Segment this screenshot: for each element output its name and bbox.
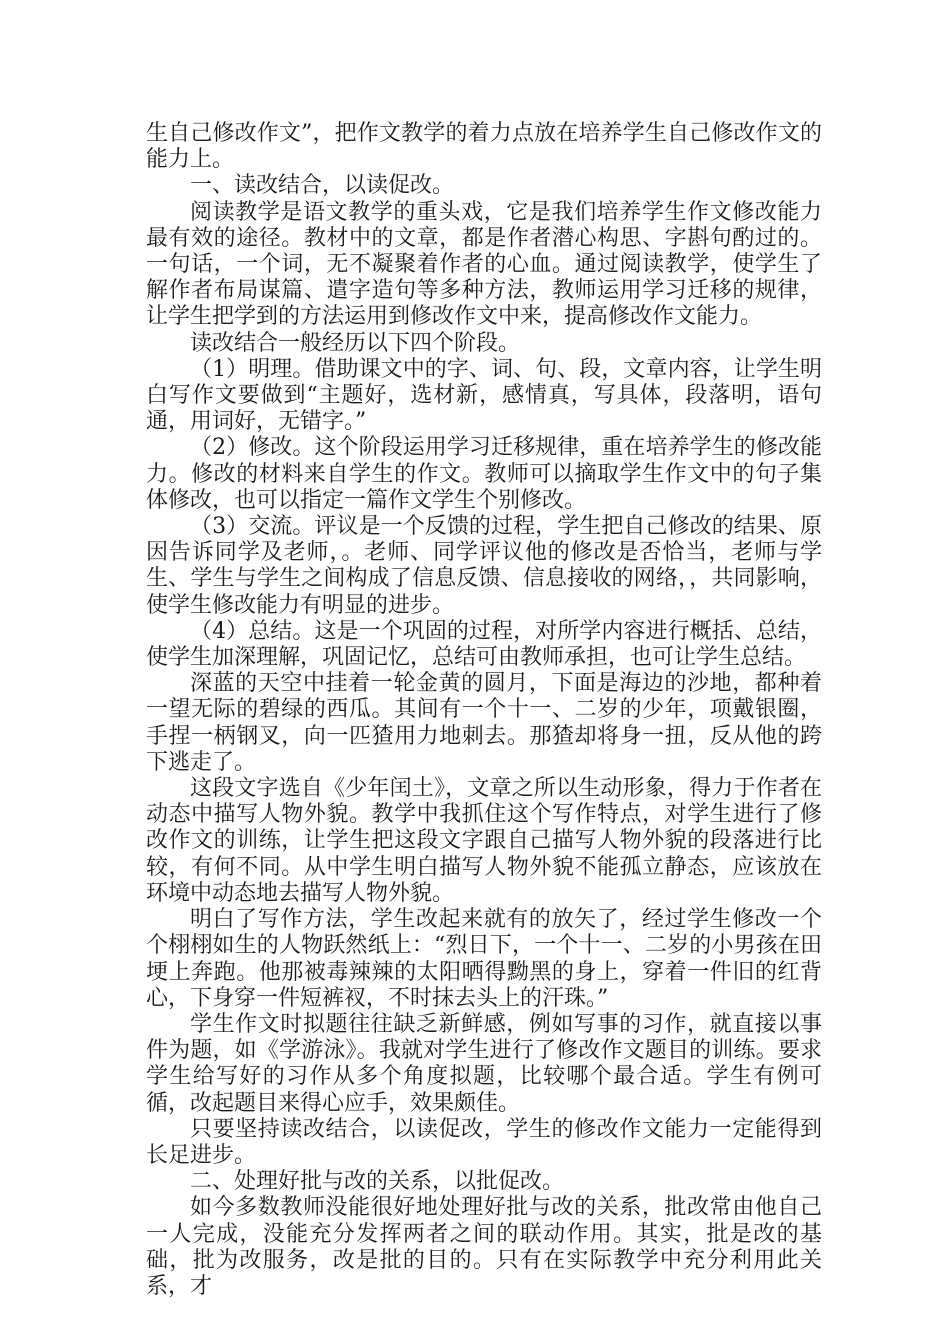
paragraph: 如今多数教师没能很好地处理好批与改的关系，批改常由他自己一人完成，没能充分发挥两者之间的联动作用。其实，批是改的基础，批为改服务，改是批的目的。只有在实际教学中充分利用此关系，才 — [146, 1195, 822, 1299]
paragraph: 明白了写作方法，学生改起来就有的放矢了，经过学生修改一个个栩栩如生的人物跃然纸上：“烈日下，一个十一、二岁的小男孩在田埂上奔跑。他那被毒辣辣的太阳晒得黝黑的身上，穿着一件旧的红背心，下身穿一件短裤衩，不时抹去头上的汗珠。” — [146, 907, 822, 1011]
paragraph: 读改结合一般经历以下四个阶段。 — [190, 330, 521, 356]
paragraph: 这段文字选自《少年闰土》，文章之所以生动形象，得力于作者在动态中描写人物外貌。教学中我抓住这个写作特点，对学生进行了修改作文的训练，让学生把这段文字跟自己描写人物外貌的段落进行比较，有何不同。从中学生明白描写人物外貌不能孤立静态，应该放在环境中动态地去描写人物外貌。 — [146, 776, 822, 906]
paragraph-stage-2: （2）修改。这个阶段运用学习迁移规律，重在培养学生的修改能力。修改的材料来自学生的作文。教师可以摘取学生作文中的句子集体修改，也可以指定一篇作文学生个别修改。 — [146, 435, 822, 513]
paragraph: 学生作文时拟题往往缺乏新鲜感，例如写事的习作，就直接以事件为题，如《学游泳》。我就对学生进行了修改作文题目的训练。要求学生给写好的习作从多个角度拟题，比较哪个最合适。学生有例可循，改起题目来得心应手，效果颇佳。 — [146, 1011, 822, 1116]
document-page — [146, 121, 822, 1300]
paragraph-stage-3: （3）交流。评议是一个反馈的过程，学生把自己修改的结果、原因告诉同学及老师，。老师、同学评议他的修改是否恰当，老师与学生、学生与学生之间构成了信息反馈、信息接收的网络，，共同影响，使学生修改能力有明显的进步。 — [146, 514, 822, 618]
paragraph-quote: 深蓝的天空中挂着一轮金黄的圆月，下面是海边的沙地，都种着一望无际的碧绿的西瓜。其间有一个十一、二岁的少年，项戴银圈，手捏一柄钢叉，向一匹猹用力地刺去。那猹却将身一扭，反从他的跨下逃走了。 — [146, 671, 822, 775]
paragraph-stage-1: （1）明理。借助课文中的字、词、句、段，文章内容，让学生明白写作文要做到“主题好，选材新，感情真，写具体，段落明，语句通，用词好，无错字。” — [146, 356, 822, 435]
section-heading-1: 一、读改结合，以读促改。 — [190, 173, 455, 199]
paragraph: 阅读教学是语文教学的重头戏，它是我们培养学生作文修改能力最有效的途径。教材中的文章，都是作者潜心构思、字斟句酌过的。一句话，一个词，无不凝聚着作者的心血。通过阅读教学，使学生了解作者布局谋篇、遣字造句等多种方法，教师运用学习迁移的规律，让学生把学到的方法运用到修改作文中来，提高修改作文能力。 — [146, 199, 822, 330]
paragraph: 只要坚持读改结合，以读促改，学生的修改作文能力一定能得到长足进步。 — [146, 1116, 822, 1168]
paragraph-stage-4: （4）总结。这是一个巩固的过程，对所学内容进行概括、总结，使学生加深理解，巩固记忆，总结可由教师承担，也可让学生总结。 — [146, 618, 822, 671]
paragraph-continuation: 生自己修改作文”，把作文教学的着力点放在培养学生自己修改作文的能力上。 — [146, 121, 822, 173]
section-heading-2: 二、处理好批与改的关系，以批促改。 — [190, 1169, 565, 1195]
